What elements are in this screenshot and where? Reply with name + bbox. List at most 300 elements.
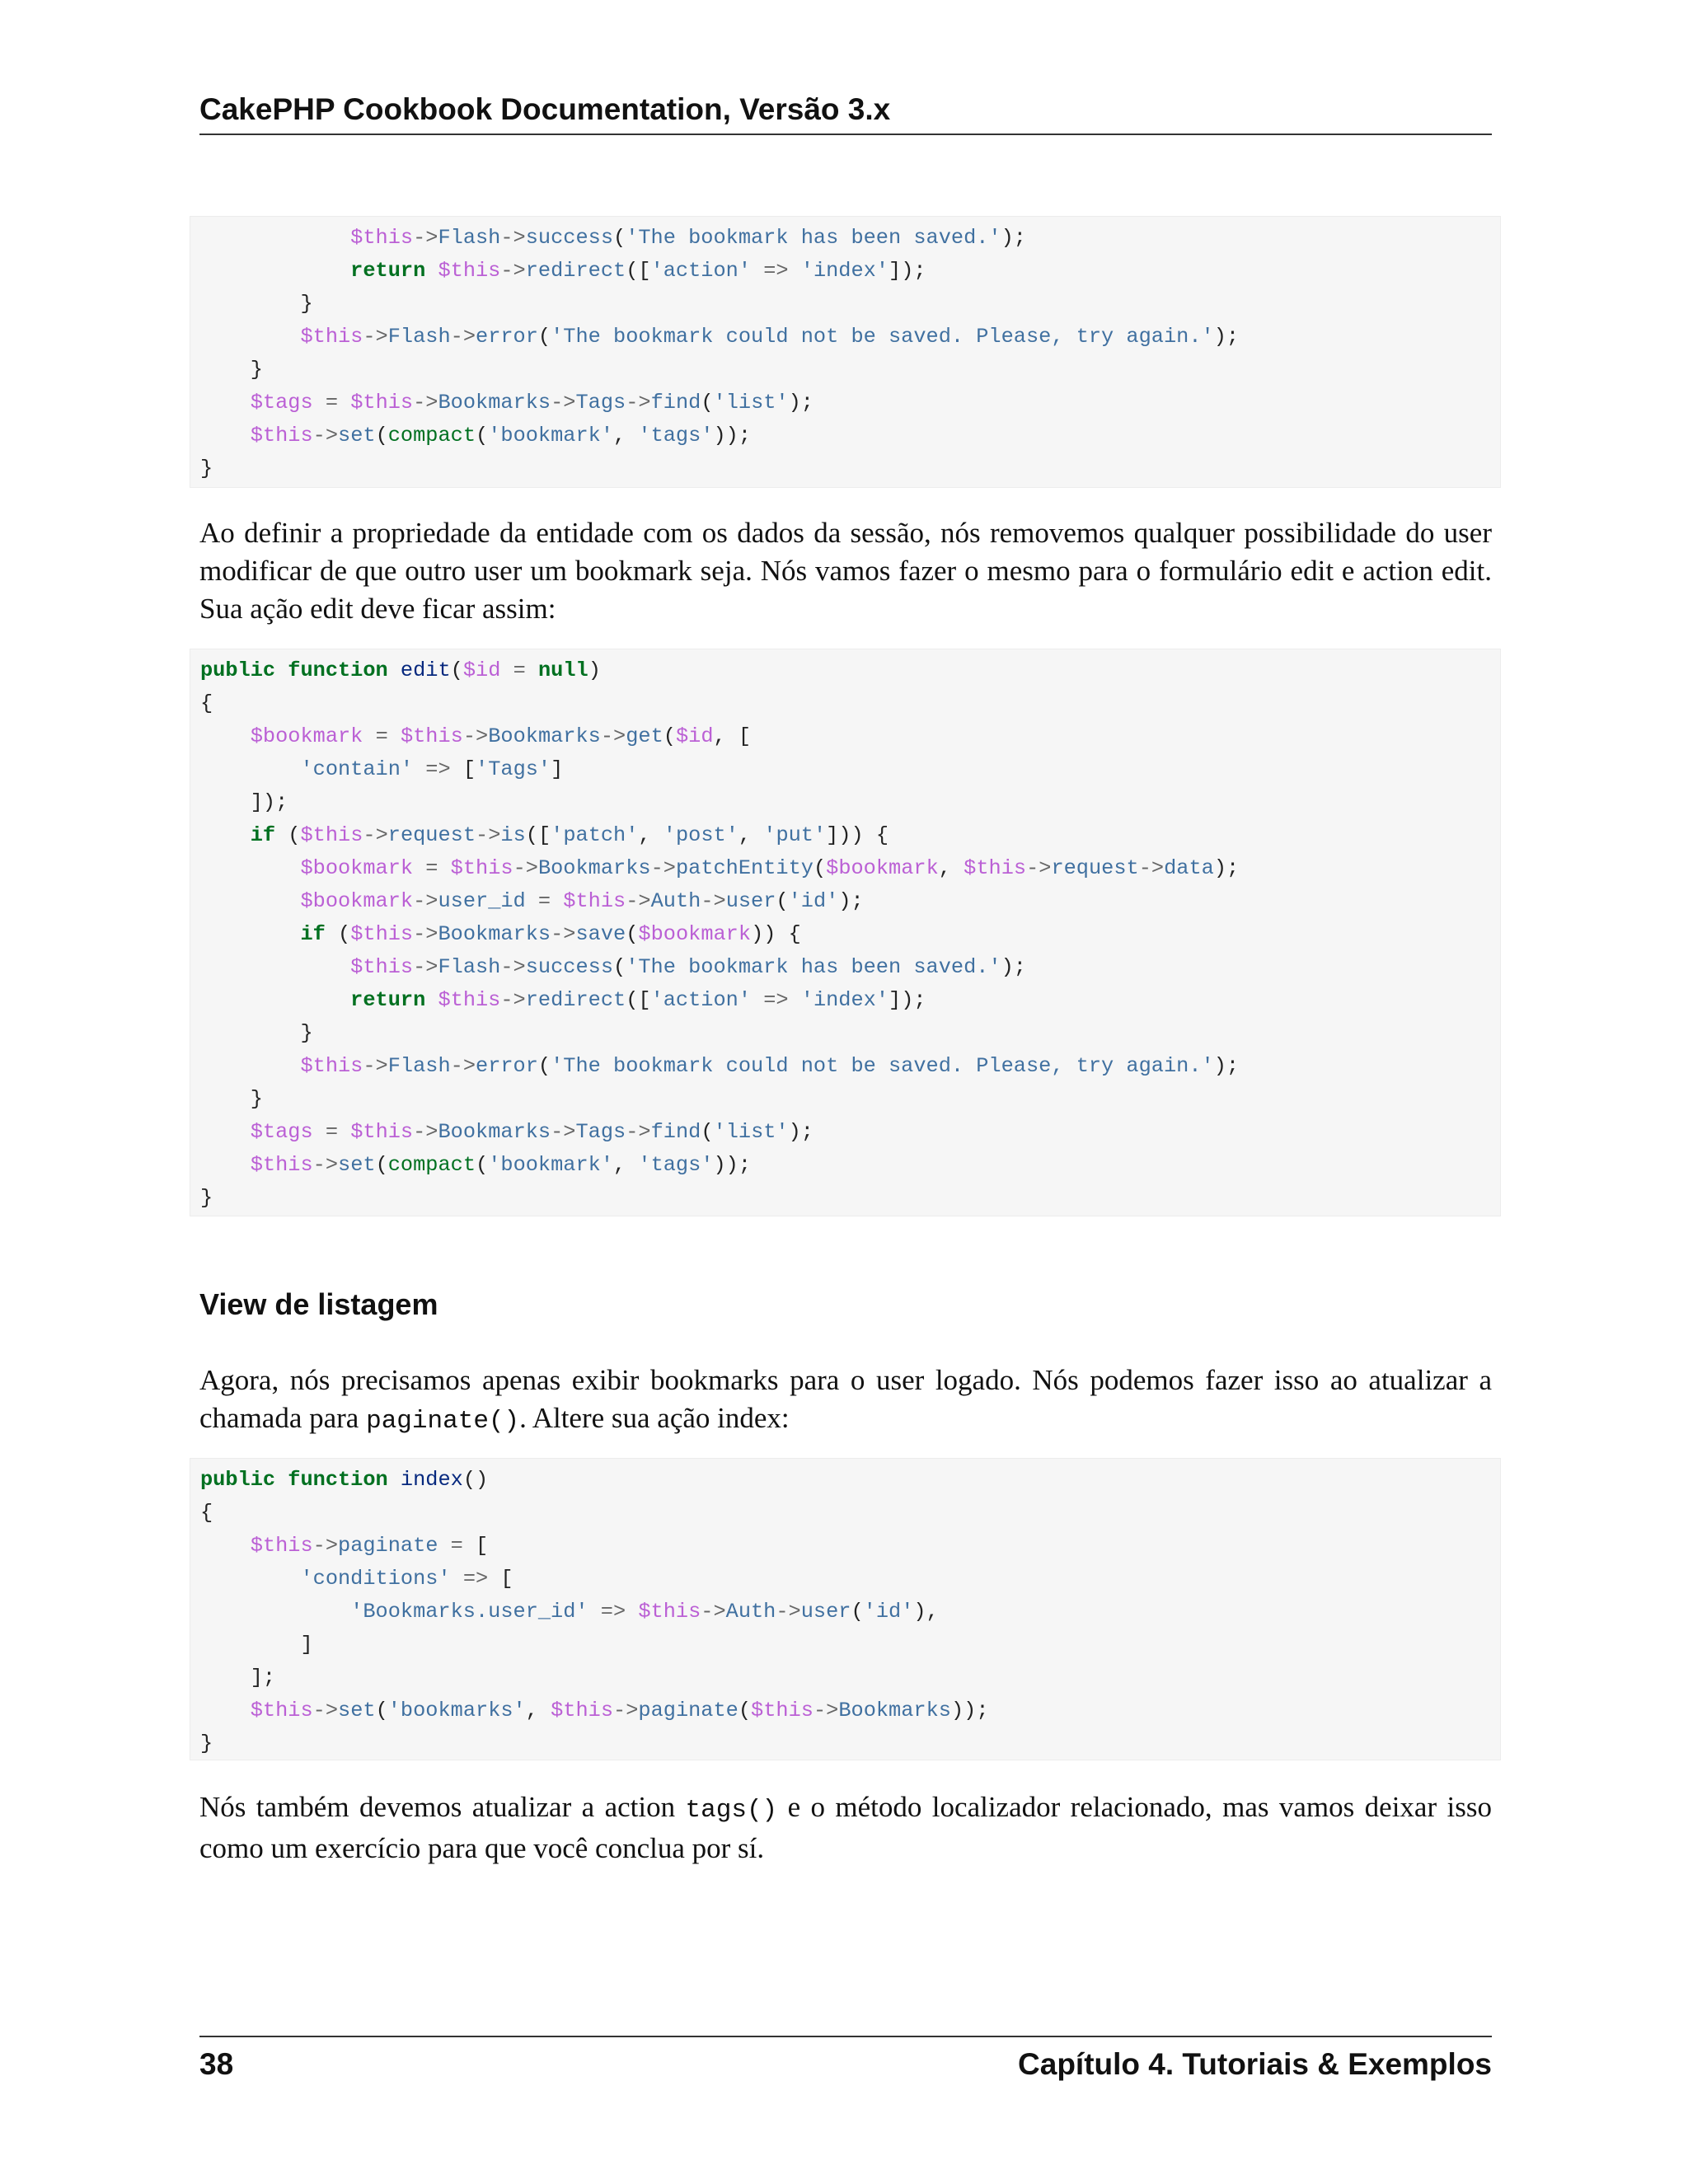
code-line (200, 1694, 1500, 1727)
code-token: 'The bookmark could not be saved. Please, try again.' (551, 1054, 1214, 1078)
code-token (200, 889, 300, 913)
code-line (200, 951, 1500, 984)
code-token: { (200, 691, 213, 715)
code-token: -> (626, 391, 651, 415)
code-token: if (250, 823, 276, 847)
code-token: ( (613, 955, 626, 979)
code-token: return (350, 259, 426, 283)
code-token: $this (250, 1534, 313, 1558)
code-text (190, 1459, 1500, 1760)
inline-code: paginate() (366, 1407, 520, 1436)
code-token (588, 1600, 601, 1624)
code-token: 'contain' (300, 757, 414, 781)
code-token: Auth (650, 889, 701, 913)
code-token (200, 856, 300, 880)
code-token (451, 1567, 463, 1591)
code-token (413, 856, 425, 880)
code-token: -> (450, 1054, 476, 1078)
code-token: ( (476, 1153, 489, 1177)
code-token: )) { (751, 922, 801, 946)
code-token: 'id' (788, 889, 839, 913)
code-token (500, 658, 513, 682)
code-token (338, 1120, 350, 1144)
code-token: Flash (387, 325, 451, 349)
code-token: -> (413, 226, 438, 250)
code-token: ); (1213, 325, 1240, 349)
code-token: $this (438, 988, 501, 1012)
code-token: compact (387, 424, 476, 448)
code-token (413, 757, 425, 781)
code-token: $bookmark (300, 889, 414, 913)
code-token: ); (1001, 955, 1026, 979)
code-token: $this (300, 325, 363, 349)
text: Nós também devemos atualizar a action (199, 1791, 686, 1823)
code-token: } (200, 1087, 263, 1111)
code-token: Flash (438, 955, 501, 979)
code-token: -> (500, 988, 526, 1012)
code-line (200, 654, 1500, 687)
code-token (526, 658, 538, 682)
code-token: , (738, 823, 764, 847)
code-token: 'tags' (638, 424, 714, 448)
code-token: Tags (575, 391, 626, 415)
code-token: user (725, 889, 776, 913)
code-token: 'post' (663, 823, 738, 847)
code-token: $this (350, 955, 414, 979)
code-token: $bookmark (250, 724, 363, 748)
code-token: Bookmarks (537, 856, 651, 880)
code-line (200, 1497, 1500, 1530)
code-token: ( (701, 391, 714, 415)
code-token: 'id' (863, 1600, 914, 1624)
code-token: -> (312, 1153, 339, 1177)
code-token: = (513, 658, 526, 682)
code-token: user_id (438, 889, 526, 913)
code-token: paginate (338, 1534, 438, 1558)
code-token: ([ (525, 823, 551, 847)
code-token: ( (613, 226, 626, 250)
code-token: , (525, 1699, 551, 1722)
code-token: -> (500, 226, 526, 250)
code-token: ([ (626, 988, 651, 1012)
code-token: ( (476, 424, 489, 448)
code-token: -> (626, 1120, 651, 1144)
code-token: -> (413, 955, 438, 979)
code-token: if (300, 922, 326, 946)
code-token (388, 658, 401, 682)
code-token (313, 1120, 326, 1144)
code-token (751, 988, 763, 1012)
code-token: Bookmarks (438, 922, 551, 946)
code-token (388, 1468, 401, 1492)
code-token: , [ (713, 724, 752, 748)
code-token: $this (250, 1153, 313, 1177)
header-rule (199, 134, 1492, 135)
code-token: -> (1138, 856, 1165, 880)
code-token: => (763, 988, 789, 1012)
code-token (388, 724, 401, 748)
text: Agora, nós precisamos apenas exibir bookmarks para o user logado. Nós podemos fazer isso ao atualizar a chamada para (199, 1364, 1492, 1434)
code-token: -> (701, 889, 726, 913)
code-token: $id (675, 724, 714, 748)
code-token: find (650, 1120, 701, 1144)
code-token (200, 724, 251, 748)
code-token (200, 391, 251, 415)
code-line (200, 222, 1500, 255)
code-token: ) (588, 658, 601, 682)
code-token: ( (663, 724, 676, 748)
code-token: => (425, 757, 451, 781)
code-token: ( (851, 1600, 864, 1624)
code-token: -> (312, 1534, 339, 1558)
code-token: 'put' (763, 823, 827, 847)
code-token: ); (1213, 856, 1240, 880)
code-token: = (425, 856, 438, 880)
code-token: ( (813, 856, 827, 880)
code-token: 'list' (713, 1120, 789, 1144)
code-token (551, 889, 563, 913)
code-token: $this (964, 856, 1027, 880)
footer-rule (199, 2036, 1492, 2037)
code-token: data (1164, 856, 1214, 880)
code-token: ); (1001, 226, 1026, 250)
code-token: -> (363, 1054, 388, 1078)
code-token (789, 259, 801, 283)
code-token: 'action' (650, 259, 752, 283)
code-token (626, 1600, 638, 1624)
code-token: -> (413, 1120, 438, 1144)
code-token (425, 259, 438, 283)
code-token: -> (513, 856, 538, 880)
code-token: $this (350, 391, 414, 415)
code-token: = (375, 724, 388, 748)
code-token (789, 988, 801, 1012)
code-token: } (200, 1732, 213, 1755)
code-token: set (338, 1699, 376, 1722)
code-token: -> (1026, 856, 1052, 880)
paragraph-session-explanation: Ao definir a propriedade da entidade com os dados da sessão, nós removemos qualquer possibilidade do user modificar de que outro user um bookmark seja. Nós vamos fazer o mesmo para o formulário edit e action edit. Sua ação edit deve ficar assim: (199, 517, 1492, 625)
code-line (200, 1661, 1500, 1694)
code-token: save (575, 922, 626, 946)
code-token: set (338, 1153, 376, 1177)
code-token: 'The bookmark has been saved.' (626, 955, 1001, 979)
code-token: , (638, 823, 663, 847)
code-token: $this (250, 424, 313, 448)
code-token: -> (813, 1699, 839, 1722)
code-token: } (200, 358, 263, 382)
code-token (200, 1699, 251, 1722)
code-token: patchEntity (675, 856, 814, 880)
section-heading: View de listagem (199, 1287, 438, 1321)
code-token: 'index' (800, 259, 889, 283)
code-token: = (537, 889, 551, 913)
code-token: ( (375, 1699, 388, 1722)
code-token: ( (776, 889, 789, 913)
code-line (200, 885, 1500, 918)
chapter-title: Capítulo 4. Tutoriais & Exemplos (1018, 2047, 1492, 2081)
code-line (200, 1050, 1500, 1083)
code-token: -> (500, 259, 526, 283)
code-line (200, 1017, 1500, 1050)
code-token: )); (713, 424, 752, 448)
code-line (200, 918, 1500, 951)
code-token: = (450, 1534, 463, 1558)
code-line (200, 1629, 1500, 1661)
code-line (200, 687, 1500, 720)
code-token: $this (563, 889, 626, 913)
code-token: Flash (438, 226, 501, 250)
code-token: $this (250, 1699, 313, 1722)
code-token (200, 259, 350, 283)
code-token (526, 889, 538, 913)
code-line (200, 288, 1500, 321)
code-token: function (288, 1468, 388, 1492)
code-token: ]); (889, 259, 926, 283)
code-token: -> (312, 424, 339, 448)
code-token: compact (387, 1153, 476, 1177)
code-token: ); (788, 391, 814, 415)
code-line (200, 1464, 1500, 1497)
code-token: get (626, 724, 663, 748)
code-token: -> (363, 325, 388, 349)
code-token: $this (350, 922, 414, 946)
code-token: , (613, 1153, 639, 1177)
code-token (313, 391, 326, 415)
code-token: -> (626, 889, 651, 913)
code-token: [ (488, 1567, 513, 1591)
code-line (200, 1083, 1500, 1116)
code-line (200, 1727, 1500, 1760)
code-token: $tags (250, 391, 313, 415)
document-header-title: CakePHP Cookbook Documentation, Versão 3.x (199, 92, 891, 126)
code-token (200, 1600, 350, 1624)
code-token: edit (400, 658, 451, 682)
code-token: Bookmarks (488, 724, 601, 748)
code-token: $bookmark (300, 856, 414, 880)
code-token: error (476, 1054, 538, 1078)
code-token: return (350, 988, 426, 1012)
code-line (200, 1149, 1500, 1182)
code-token: 'patch' (551, 823, 639, 847)
code-token: ]); (889, 988, 926, 1012)
code-block-index-action (190, 1458, 1501, 1760)
code-token (200, 757, 300, 781)
code-token: ( (537, 1054, 551, 1078)
code-token: -> (450, 325, 476, 349)
code-line (200, 354, 1500, 387)
code-token: -> (312, 1699, 339, 1722)
code-token: , (938, 856, 964, 880)
code-token: $this (551, 1699, 614, 1722)
code-block-edit-action (190, 649, 1501, 1216)
code-token: = (325, 1120, 339, 1144)
code-token: , (613, 424, 639, 448)
code-token: Bookmarks (438, 391, 551, 415)
code-token: public (200, 658, 276, 682)
code-token: ( (738, 1699, 752, 1722)
code-token: paginate (638, 1699, 738, 1722)
code-token: -> (413, 889, 438, 913)
code-token: => (462, 1567, 489, 1591)
code-line (200, 1116, 1500, 1149)
code-token: ] (200, 1633, 313, 1657)
code-token: ]); (200, 790, 288, 814)
code-token: => (600, 1600, 626, 1624)
code-line (200, 321, 1500, 354)
code-token (363, 724, 375, 748)
code-token: 'action' (650, 988, 752, 1012)
code-token: -> (551, 1120, 576, 1144)
code-token: ); (788, 1120, 814, 1144)
code-token: ]; (200, 1666, 276, 1690)
code-token: find (650, 391, 701, 415)
code-token: index (400, 1468, 463, 1492)
code-token: () (462, 1468, 489, 1492)
code-token (200, 1120, 251, 1144)
code-block-add-end (190, 216, 1501, 488)
code-token (200, 325, 300, 349)
code-token: error (476, 325, 538, 349)
code-token: success (525, 226, 613, 250)
code-token (200, 424, 251, 448)
code-token (275, 658, 288, 682)
code-line (200, 1596, 1500, 1629)
code-line (200, 387, 1500, 419)
code-token (200, 922, 300, 946)
paragraph-tags-exercise (199, 1788, 1492, 1868)
code-token: } (200, 457, 213, 480)
code-text (190, 217, 1500, 485)
code-token: -> (476, 823, 501, 847)
code-token: Bookmarks (438, 1120, 551, 1144)
code-token (438, 856, 450, 880)
code-token: 'Bookmarks.user_id' (350, 1600, 588, 1624)
code-token (338, 391, 350, 415)
code-line (200, 1563, 1500, 1596)
code-line (200, 984, 1500, 1017)
code-token: [ (462, 1534, 489, 1558)
code-token: -> (413, 922, 438, 946)
code-token: public (200, 1468, 276, 1492)
code-token: user (800, 1600, 851, 1624)
code-token: -> (776, 1600, 801, 1624)
code-token: } (200, 1021, 313, 1045)
code-token: null (537, 658, 588, 682)
code-token: } (200, 292, 313, 316)
code-token: ( (275, 823, 301, 847)
code-text (190, 649, 1500, 1215)
code-token: -> (363, 823, 388, 847)
code-token: 'conditions' (300, 1567, 451, 1591)
code-token: Bookmarks (838, 1699, 951, 1722)
code-token: 'bookmarks' (387, 1699, 526, 1722)
code-line (200, 419, 1500, 452)
code-token: $this (450, 856, 513, 880)
code-line (200, 753, 1500, 786)
code-token: ([ (626, 259, 651, 283)
code-token: ( (537, 325, 551, 349)
code-token (200, 955, 350, 979)
code-token: Flash (387, 1054, 451, 1078)
code-token: ] (551, 757, 564, 781)
code-token: 'bookmark' (488, 424, 614, 448)
code-token: $this (300, 823, 363, 847)
code-token: ( (375, 424, 388, 448)
code-token (200, 1153, 251, 1177)
code-token: ( (450, 658, 463, 682)
code-token: $tags (250, 1120, 313, 1144)
code-token: $id (462, 658, 501, 682)
code-token: redirect (525, 988, 626, 1012)
code-token: -> (551, 922, 576, 946)
code-token: -> (600, 724, 626, 748)
code-token: ( (325, 922, 351, 946)
code-token: function (288, 658, 388, 682)
code-token: 'The bookmark could not be saved. Please, try again.' (551, 325, 1214, 349)
paragraph-paginate (199, 1361, 1492, 1441)
code-token (200, 1534, 251, 1558)
code-token: 'index' (800, 988, 889, 1012)
code-token: -> (500, 955, 526, 979)
code-token: ( (701, 1120, 714, 1144)
code-line (200, 1530, 1500, 1563)
code-token: 'list' (713, 391, 789, 415)
code-token: -> (701, 1600, 726, 1624)
code-token: = (325, 391, 339, 415)
code-token: $bookmark (638, 922, 752, 946)
code-token: $this (400, 724, 463, 748)
code-line (200, 720, 1500, 753)
code-token: request (1051, 856, 1139, 880)
code-token: 'The bookmark has been saved.' (626, 226, 1001, 250)
code-token: Auth (725, 1600, 776, 1624)
code-token: $this (300, 1054, 363, 1078)
code-token: success (525, 955, 613, 979)
code-token: $this (438, 259, 501, 283)
code-token: ( (375, 1153, 388, 1177)
code-token: ); (1213, 1054, 1240, 1078)
code-token (751, 259, 763, 283)
code-token: -> (613, 1699, 639, 1722)
code-token: -> (650, 856, 676, 880)
code-token (200, 1567, 300, 1591)
code-token: [ (450, 757, 476, 781)
code-token: is (500, 823, 526, 847)
code-line (200, 255, 1500, 288)
code-token: ); (838, 889, 864, 913)
code-token: $this (350, 226, 414, 250)
code-token: ), (913, 1600, 939, 1624)
code-token: { (200, 1501, 213, 1525)
code-token (425, 988, 438, 1012)
code-line (200, 786, 1500, 819)
code-token: redirect (525, 259, 626, 283)
code-line (200, 819, 1500, 852)
code-token: -> (551, 391, 576, 415)
code-token: $this (350, 1120, 414, 1144)
code-token: $this (751, 1699, 814, 1722)
code-token (438, 1534, 450, 1558)
code-token: request (387, 823, 476, 847)
inline-code: tags() (685, 1796, 778, 1825)
code-line (200, 452, 1500, 485)
code-token (200, 823, 251, 847)
code-token: )); (713, 1153, 752, 1177)
code-token: set (338, 424, 376, 448)
code-token: $this (638, 1600, 701, 1624)
code-line (200, 852, 1500, 885)
code-token (275, 1468, 288, 1492)
